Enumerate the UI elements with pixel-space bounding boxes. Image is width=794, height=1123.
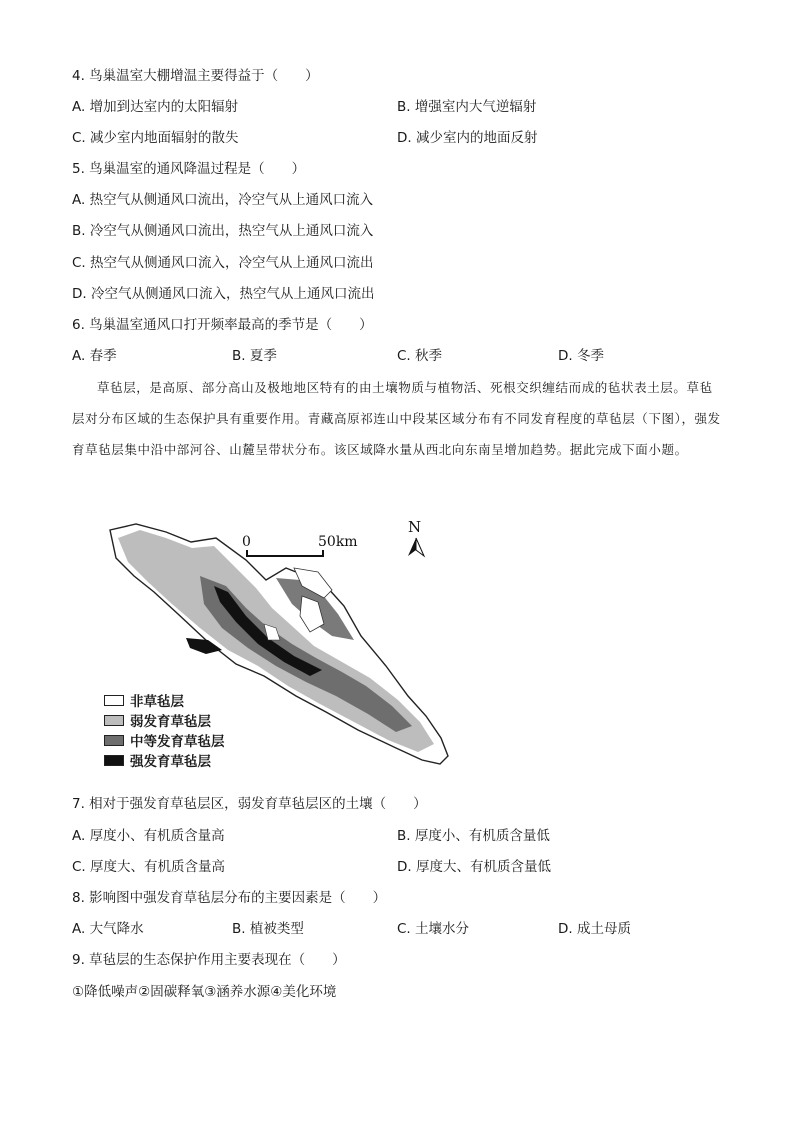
question-5-option-c: C. 热空气从侧通风口流入，冷空气从上通风口流出 <box>72 255 374 271</box>
question-8-option-b: B. 植被类型 <box>232 921 304 937</box>
legend-item-strong-felt <box>104 750 225 770</box>
question-9-items: ①降低噪声②固碳释氧③涵养水源④美化环境 <box>72 984 337 1000</box>
question-7-option-c: C. 厚度大、有机质含量高 <box>72 859 226 875</box>
legend-label-weak-felt: 弱发育草毡层 <box>130 714 211 730</box>
scale-max-label: 50km <box>318 534 358 550</box>
question-6-option-b: B. 夏季 <box>232 348 277 364</box>
question-5-option-a: A. 热空气从侧通风口流出，冷空气从上通风口流入 <box>72 192 374 208</box>
legend-swatch-medium-felt <box>104 735 124 746</box>
question-4-option-c: C. 减少室内地面辐射的散失 <box>72 130 239 146</box>
legend-label-strong-felt: 强发育草毡层 <box>130 754 211 770</box>
north-arrow-icon <box>408 538 416 556</box>
legend-swatch-non-felt <box>104 695 124 706</box>
question-7-option-d: D. 厚度大、有机质含量低 <box>397 859 551 875</box>
question-5-stem: 5. 鸟巢温室的通风降温过程是（ ） <box>72 161 306 177</box>
question-8-stem: 8. 影响图中强发育草毡层分布的主要因素是（ ） <box>72 890 387 906</box>
question-6-option-c: C. 秋季 <box>397 348 443 364</box>
legend-swatch-weak-felt <box>104 715 124 726</box>
question-7-stem: 7. 相对于强发育草毡层区，弱发育草毡层区的土壤（ ） <box>72 796 427 812</box>
question-8-option-a: A. 大气降水 <box>72 921 144 937</box>
question-4-option-a: A. 增加到达室内的太阳辐射 <box>72 99 239 115</box>
question-8-option-c: C. 土壤水分 <box>397 921 470 937</box>
question-6-stem: 6. 鸟巢温室通风口打开频率最高的季节是（ ） <box>72 317 373 333</box>
question-4-option-d: D. 减少室内的地面反射 <box>397 130 538 146</box>
question-4-stem: 4. 鸟巢温室大棚增温主要得益于（ ） <box>72 68 319 84</box>
north-label: N <box>408 518 422 536</box>
legend-item-medium-felt <box>104 730 225 750</box>
question-9-stem: 9. 草毡层的生态保护作用主要表现在（ ） <box>72 952 346 968</box>
legend-label-non-felt: 非草毡层 <box>130 694 184 710</box>
question-7-option-a: A. 厚度小、有机质含量高 <box>72 828 225 844</box>
question-6-option-d: D. 冬季 <box>558 348 604 364</box>
legend-item-weak-felt <box>104 710 225 730</box>
legend-label-medium-felt: 中等发育草毡层 <box>130 734 225 750</box>
reading-passage: 草毡层，是高原、部分高山及极地地区特有的由土壤物质与植物活、死根交织缠结而成的毡状表土层。草毡层对分布区域的生态保护具有重要作用。青藏高原祁连山中段某区域分布有不同发育程度的草毡层（下图），强发育草毡层集中沿中部河谷、山麓呈带状分布。该区域降水量从西北向东南呈增加趋势。据此完成下面小题。 <box>72 380 721 457</box>
scale-zero-label: 0 <box>242 534 251 550</box>
question-4-option-b: B. 增强室内大气逆辐射 <box>397 99 537 115</box>
question-8-option-d: D. 成土母质 <box>558 921 631 937</box>
question-6-option-a: A. 春季 <box>72 348 117 364</box>
question-7-option-b: B. 厚度小、有机质含量低 <box>397 828 550 844</box>
question-5-option-b: B. 冷空气从侧通风口流出，热空气从上通风口流入 <box>72 223 374 239</box>
legend-swatch-strong-felt <box>104 755 124 766</box>
question-5-option-d: D. 冷空气从侧通风口流入，热空气从上通风口流出 <box>72 286 375 302</box>
legend-item-non-felt <box>104 690 225 710</box>
map-legend <box>104 690 225 770</box>
